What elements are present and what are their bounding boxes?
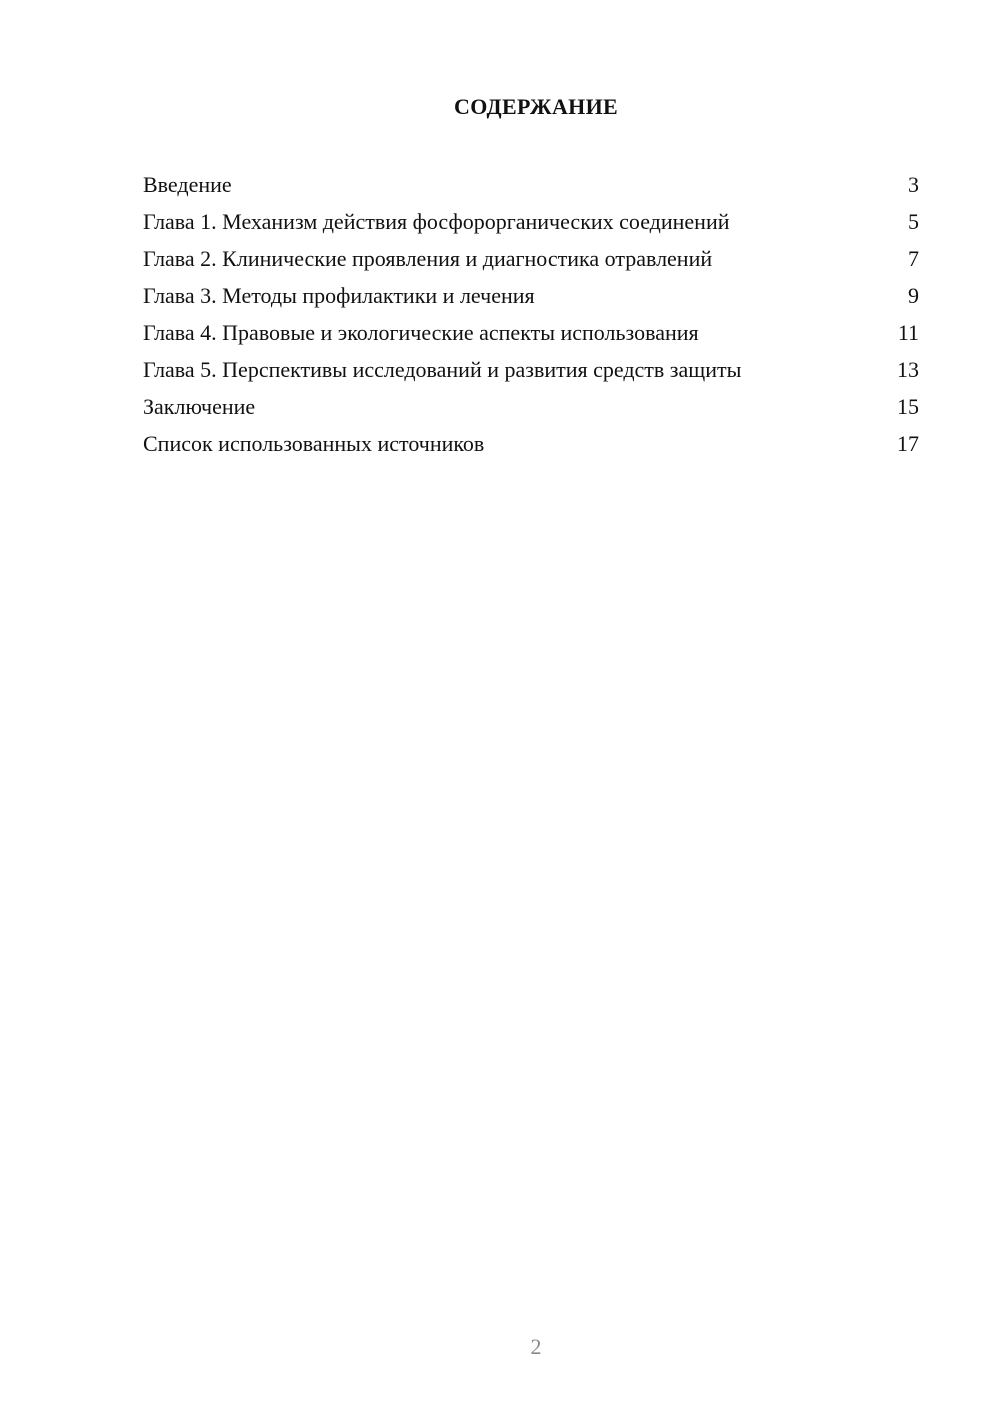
toc-item-label: Заключение bbox=[143, 394, 256, 419]
toc-item-references[interactable] bbox=[143, 429, 919, 466]
toc-item-label: Глава 3. Методы профилактики и лечения bbox=[143, 283, 535, 308]
toc-item-label: Глава 5. Перспективы исследований и развития средств защиты bbox=[143, 357, 742, 382]
toc-item-chapter-5[interactable] bbox=[143, 355, 919, 392]
toc-item-page: 17 bbox=[897, 431, 919, 456]
toc-item-page: 9 bbox=[908, 283, 919, 308]
toc-item-chapter-2[interactable] bbox=[143, 244, 919, 281]
toc-item-chapter-4[interactable] bbox=[143, 318, 919, 355]
toc-item-page: 5 bbox=[908, 209, 919, 234]
page-number: 2 bbox=[530, 1334, 542, 1359]
toc-item-conclusion[interactable] bbox=[143, 392, 919, 429]
toc-item-chapter-1[interactable] bbox=[143, 207, 919, 244]
toc-item-page: 13 bbox=[897, 357, 919, 382]
toc-item-chapter-3[interactable] bbox=[143, 281, 919, 318]
toc-item-label: Список использованных источников bbox=[143, 431, 485, 456]
toc-item-page: 11 bbox=[897, 320, 919, 345]
toc-item-introduction[interactable] bbox=[143, 170, 919, 207]
toc-item-page: 7 bbox=[908, 246, 919, 271]
toc-item-label: Глава 1. Механизм действия фосфорорганических соединений bbox=[143, 209, 730, 234]
toc-item-label: Введение bbox=[143, 172, 232, 197]
toc-item-page: 15 bbox=[897, 394, 919, 419]
page-title: СОДЕРЖАНИЕ bbox=[454, 94, 618, 119]
toc-item-page: 3 bbox=[908, 172, 919, 197]
table-of-contents bbox=[143, 170, 919, 466]
toc-item-label: Глава 4. Правовые и экологические аспекты использования bbox=[143, 320, 699, 345]
toc-item-label: Глава 2. Клинические проявления и диагностика отравлений bbox=[143, 246, 713, 271]
